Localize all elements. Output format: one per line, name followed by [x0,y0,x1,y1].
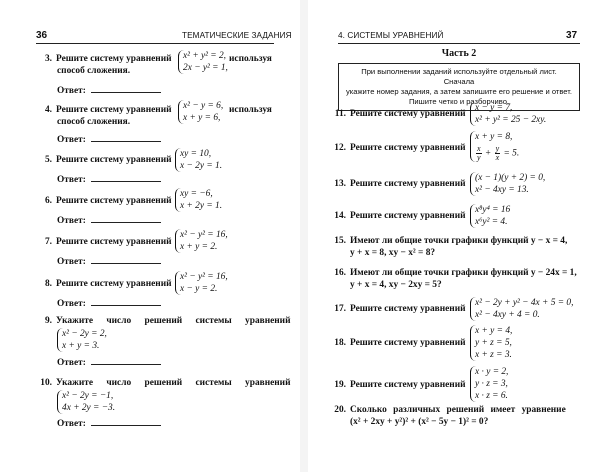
task-13-system: (x − 1)(y + 2) = 0, x² − 4xy = 13. [470,172,545,196]
task-3-system: x² + y² = 2, 2x − y² = 1, [178,50,228,74]
answer-7: Ответ: [57,255,161,267]
task-17: 17. Решите систему уравнений [334,304,466,314]
task-11-system: x − y = 7, x² + y² = 25 − 2xy. [470,102,546,126]
left-header [0,30,300,42]
task-4-after: используя [229,105,272,115]
left-header-rule [36,43,274,44]
task-3-after: используя [229,54,272,64]
answer-5-line[interactable] [91,173,161,182]
answer-4-line[interactable] [91,133,161,142]
answer-6-line[interactable] [91,214,161,223]
instructions-line-1: При выполнении заданий используйте отдельный лист. Сначала [361,67,557,86]
task-6-system: xy = −6, x + 2y = 1. [175,188,222,212]
left-running-title: ТЕМАТИЧЕСКИЕ ЗАДАНИЯ [182,31,292,40]
task-3: 3. Решите систему уравнений [44,54,172,64]
task-14-system: x⁸y⁴ = 16 x⁶y² = 4. [470,204,510,228]
task-10-system: x² − 2y = −1, 4x + 2y = −3. [57,390,115,414]
task-5-system: xy = 10, x − 2y = 1. [175,148,222,172]
task-15-line2: y + x = 8, xy − x² = 8? [350,248,436,258]
answer-4: Ответ: [57,133,161,145]
task-7-system: x² − y² = 16, x + y = 2. [175,229,228,253]
right-page-number: 37 [566,30,578,41]
task-3-line2: способ сложения. [57,66,131,76]
task-4: 4. Решите систему уравнений [44,105,172,115]
task-18-system: x + y = 4, y + z = 5, x + z = 3. [470,325,512,361]
task-17-system: x² − 2y + y² − 4x + 5 = 0, x² − 4xy + 4 = 0. [470,297,573,321]
task-14: 14. Решите систему уравнений [334,211,466,221]
task-8-system: x² − y² = 16, x − y = 2. [175,271,228,295]
task-20: 20. Сколько различных решений имеет уравнение [334,405,566,415]
task-16-line2: y + x = 4, xy − 2xy = 5? [350,280,442,290]
task-8: 8. Решите систему уравнений [44,279,172,289]
task-12-frac-equation: $\frac{x}{y}$ + $\frac{y}{x}$ = 5. [477,144,520,162]
task-12-system: x + y = 8, $\frac{x}{y}$ + $\frac{y}{x}$ = 5. [470,131,519,162]
answer-8-line[interactable] [91,297,161,306]
task-9: 9. Укажите число решений системы уравнений [44,316,291,326]
task-12: 12. Решите систему уравнений [334,143,466,153]
answer-9-line[interactable] [91,356,161,365]
answer-3-line[interactable] [91,84,161,93]
task-6: 6. Решите систему уравнений [44,196,172,206]
answer-7-line[interactable] [91,255,161,264]
task-20-line2: (x² + 2xy + y²)² + (x² − 5y − 1)² = 0? [350,417,489,427]
left-page [0,0,300,472]
task-16: 16. Имеют ли общие точки графики функций y − 24x = 1, [334,268,577,278]
task-4-system: x² − y = 6, x + y = 6, [178,100,223,124]
answer-3: Ответ: [57,84,161,96]
answer-6: Ответ: [57,214,161,226]
task-13: 13. Решите систему уравнений [334,179,466,189]
task-10: 10. Укажите число решений системы уравнений [40,378,291,388]
answer-9: Ответ: [57,356,161,368]
right-header-rule [338,43,580,44]
part-title: Часть 2 [441,48,477,59]
right-running-title: 4. СИСТЕМЫ УРАВНЕНИЙ [338,31,444,40]
task-5: 5. Решите систему уравнений [44,155,172,165]
book-gutter [300,0,308,472]
task-19-system: x · y = 2, y · z = 3, x · z = 6. [470,366,508,402]
answer-8: Ответ: [57,297,161,309]
task-4-line2: способ сложения. [57,117,131,127]
task-7: 7. Решите систему уравнений [44,237,172,247]
right-header [308,30,608,42]
task-19: 19. Решите систему уравнений [334,380,466,390]
right-page [308,0,608,472]
answer-5: Ответ: [57,173,161,185]
instructions-line-2: укажите номер задания, а затем запишите его решение и ответ. [345,87,573,96]
answer-10-line[interactable] [91,417,161,426]
task-15: 15. Имеют ли общие точки графики функций y − x = 4, [334,236,568,246]
task-18: 18. Решите систему уравнений [334,338,466,348]
answer-10: Ответ: [57,417,161,429]
left-page-number: 36 [36,30,48,41]
instructions-line-3: Пишите четко и разборчиво. [408,97,510,106]
task-11: 11. Решите систему уравнений [334,109,466,119]
task-9-system: x² − 2y = 2, x + y = 3. [57,328,107,352]
